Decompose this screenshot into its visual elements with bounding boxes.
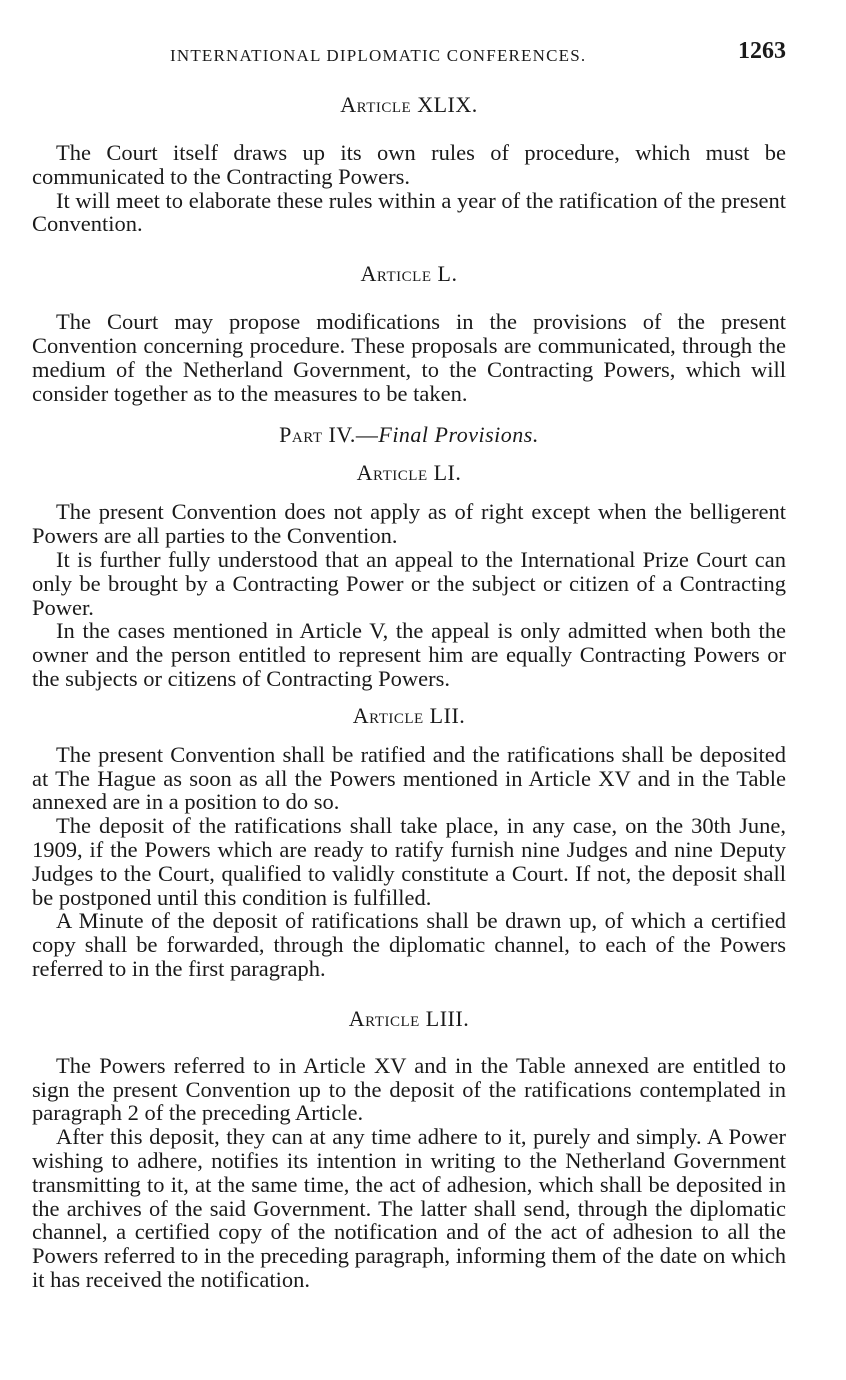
part-title: Final Provisions. bbox=[378, 422, 539, 448]
paragraph: It will meet to elaborate these rules within a year of the ratification of the present Convention. bbox=[32, 187, 786, 237]
article-title: Article LI. bbox=[356, 460, 462, 486]
article-title: Article LIII. bbox=[348, 1005, 470, 1031]
article-body bbox=[32, 743, 786, 981]
article-body bbox=[32, 500, 786, 690]
article-heading bbox=[32, 92, 786, 118]
paragraph: The present Convention does not apply as of right except when the belligerent Powers are all parties to the Convention. bbox=[32, 499, 786, 549]
paragraph: A Minute of the deposit of ratifications shall be drawn up, of which a certified copy shall be forwarded, through the diplomatic channel, to each of the Powers referred to in the first paragraph. bbox=[32, 908, 786, 981]
article-heading bbox=[32, 261, 786, 287]
paragraph: After this deposit, they can at any time adhere to it, purely and simply. A Power wishing to adhere, notifies its intention in writing to the Netherland Government transmitting to it, at the same time, the act of adhesion, which shall be deposited in the archives of the said Government. The latter shall send, through the diplomatic channel, a certified copy of the notification and of the act of adhesion to all the Powers referred to in the preceding paragraph, informing them of the date on which it has received the notification. bbox=[32, 1124, 786, 1292]
running-title: INTERNATIONAL DIPLOMATIC CONFERENCES. bbox=[170, 46, 587, 65]
article-body bbox=[32, 310, 786, 405]
article-heading bbox=[32, 703, 786, 729]
paragraph: It is further fully understood that an appeal to the International Prize Court can only be brought by a Contracting Power or the subject or citizen of a Contracting Power. bbox=[32, 546, 786, 620]
paragraph: The Powers referred to in Article XV and in the Table annexed are entitled to sign the present Convention up to the deposit of the ratifications contemplated in paragraph 2 of the preceding Article. bbox=[32, 1052, 786, 1126]
part-label: Part IV.— bbox=[279, 422, 379, 448]
part-heading bbox=[32, 422, 786, 448]
paragraph: The Court may propose modifications in the provisions of the present Convention concerning procedure. These proposals are communicated, through the medium of the Netherland Government, to the Contracting Powers, which will consider together as to the measures to be taken. bbox=[32, 309, 786, 406]
article-heading bbox=[32, 460, 786, 486]
article-title: Article LII. bbox=[352, 702, 466, 728]
article-title: Article L. bbox=[360, 261, 458, 287]
document-page bbox=[32, 38, 786, 1292]
paragraph: In the cases mentioned in Article V, the appeal is only admitted when both the owner and the person entitled to represent him are equally Contracting Powers or the subjects or citizens of Contracting Powers. bbox=[32, 618, 786, 691]
article-heading bbox=[32, 1006, 786, 1032]
page-number: 1263 bbox=[738, 38, 786, 64]
running-head bbox=[32, 38, 786, 74]
paragraph: The Court itself draws up its own rules of procedure, which must be communicated to the Contracting Powers. bbox=[32, 140, 786, 189]
article-body bbox=[32, 141, 786, 236]
article-body bbox=[32, 1054, 786, 1292]
article-title: Article XLIX. bbox=[340, 92, 478, 117]
paragraph: The present Convention shall be ratified and the ratifications shall be deposited at The Hague as soon as all the Powers mentioned in Article XV and in the Table annexed are in a position to do so. bbox=[32, 741, 786, 815]
paragraph: The deposit of the ratifications shall take place, in any case, on the 30th June, 1909, if the Powers which are ready to ratify furnish nine Judges and nine Deputy Judges to the Court, qualified to validly constitute a Court. If not, the deposit shall be postponed until this condition is fulfilled. bbox=[32, 813, 786, 910]
